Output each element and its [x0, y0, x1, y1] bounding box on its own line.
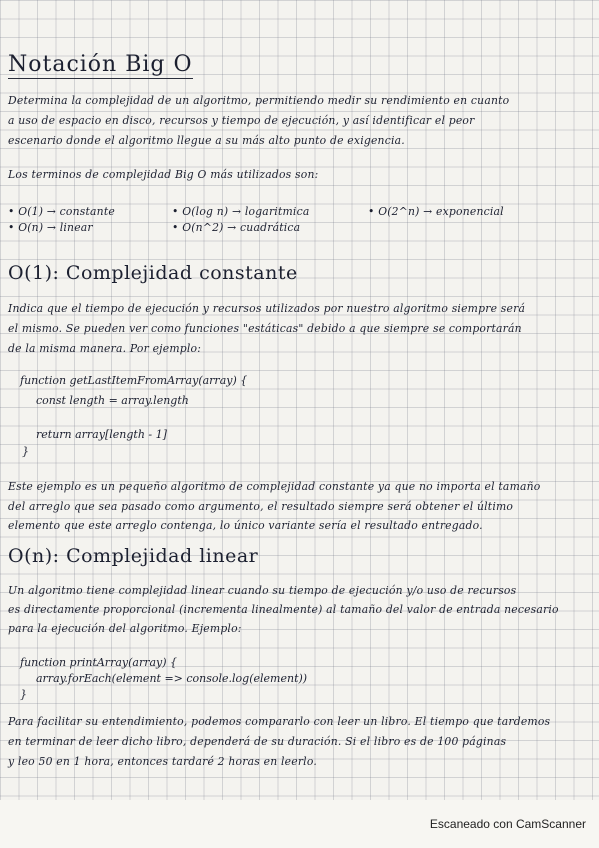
code2-line-1: function printArray(array) { — [20, 656, 178, 669]
code2-line-3: } — [20, 688, 27, 701]
term-on2: • O(n^2) → cuadrática — [172, 221, 301, 234]
terms-intro: Los terminos de complejidad Big O más utilizados son: — [8, 168, 319, 181]
section1-paragraph-1: Indica que el tiempo de ejecución y recursos utilizados por nuestro algoritmo siempre será — [8, 302, 526, 315]
section1-paragraph-3: de la misma manera. Por ejemplo: — [8, 342, 202, 355]
section1-heading: O(1): Complejidad constante — [8, 262, 298, 284]
code1-line-3: return array[length - 1] — [36, 428, 167, 441]
code1-line-4: } — [22, 445, 29, 458]
page-title: Notación Big O — [8, 52, 193, 77]
section1-explanation-2: del arreglo que sea pasado como argumento, el resultado siempre será obtener el último — [8, 500, 514, 513]
term-ologn: • O(log n) → logaritmica — [172, 205, 310, 218]
section1-paragraph-2: el mismo. Se pueden ver como funciones "estáticas" debido a que siempre se comportarán — [8, 322, 522, 335]
code2-line-2: array.forEach(element => console.log(element)) — [36, 672, 308, 685]
intro-line-1: Determina la complejidad de un algoritmo, permitiendo medir su rendimiento en cuanto — [8, 94, 510, 107]
section2-paragraph-3: para la ejecución del algoritmo. Ejemplo: — [8, 622, 242, 635]
section2-explanation-2: en terminar de leer dicho libro, dependerá de su duración. Si el libro es de 100 páginas — [8, 735, 507, 748]
code1-line-2: const length = array.length — [36, 394, 189, 407]
section2-explanation-1: Para facilitar su entendimiento, podemos compararlo con leer un libro. El tiempo que tardemos — [8, 715, 551, 728]
code1-line-1: function getLastItemFromArray(array) { — [20, 374, 248, 387]
intro-line-2: a uso de espacio en disco, recursos y tiempo de ejecución, y así identificar el peor — [8, 114, 475, 127]
term-o2n: • O(2^n) → exponencial — [368, 205, 504, 218]
intro-line-3: escenario donde el algoritmo llegue a su más alto punto de exigencia. — [8, 134, 405, 147]
section2-paragraph-2: es directamente proporcional (incrementa linealmente) al tamaño del valor de entrada necesario — [8, 603, 559, 616]
section2-explanation-3: y leo 50 en 1 hora, entonces tardaré 2 horas en leerlo. — [8, 755, 317, 768]
section2-paragraph-1: Un algoritmo tiene complejidad linear cuando su tiempo de ejecución y/o uso de recursos — [8, 584, 517, 597]
term-o1: • O(1) → constante — [8, 205, 115, 218]
section2-heading: O(n): Complejidad linear — [8, 545, 259, 567]
section1-explanation-1: Este ejemplo es un pequeño algoritmo de complejidad constante ya que no importa el tamaño — [8, 480, 541, 493]
section1-explanation-3: elemento que este arreglo contenga, lo único variante sería el resultado entregado. — [8, 519, 483, 532]
scanner-watermark: Escaneado con CamScanner — [429, 817, 586, 831]
term-on: • O(n) → linear — [8, 221, 93, 234]
